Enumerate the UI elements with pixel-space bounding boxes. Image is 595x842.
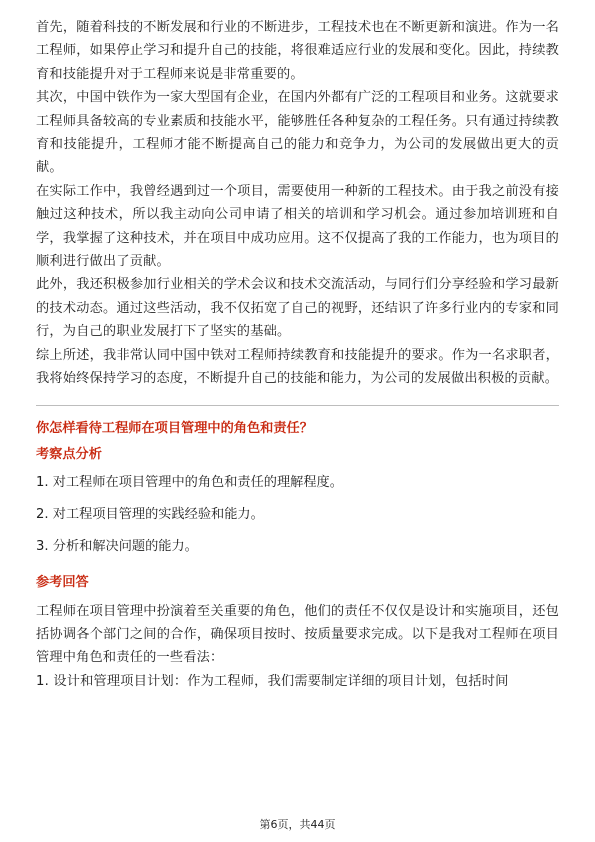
analysis-item-1: 1. 对工程师在项目管理中的角色和责任的理解程度。	[36, 474, 343, 490]
analysis-item-3: 3. 分析和解决问题的能力。	[36, 538, 198, 554]
section-divider	[36, 405, 559, 406]
reference-paragraph-2: 1. 设计和管理项目计划：作为工程师，我们需要制定详细的项目计划，包括时间	[36, 673, 509, 689]
reference-title: 参考回答	[36, 574, 89, 590]
analysis-title: 考察点分析	[36, 446, 102, 462]
body-paragraph-3: 在实际工作中，我曾经遇到过一个项目，需要使用一种新的工程技术。由于我之前没有接触过这种技术，所以我主动向公司申请了相关的培训和学习机会。通过参加培训班和自学，我掌握了这种技术，并在项目中成功应用。这不仅提高了我的工作能力，也为项目的顺利进行做出了贡献。	[36, 183, 559, 270]
page-number: 第6页，共44页	[259, 818, 336, 831]
analysis-item-2: 2. 对工程项目管理的实践经验和能力。	[36, 506, 264, 522]
body-paragraph-2: 其次，中国中铁作为一家大型国有企业，在国内外都有广泛的工程项目和业务。这就要求工程师具备较高的专业素质和技能水平，能够胜任各种复杂的工程任务。只有通过持续教育和技能提升，工程师才能不断提高自己的能力和竞争力，为公司的发展做出更大的贡献。	[36, 90, 559, 176]
body-paragraph-1: 首先，随着科技的不断发展和行业的不断进步，工程技术也在不断更新和演进。作为一名工程师，如果停止学习和提升自己的技能，将很难适应行业的发展和变化。因此，持续教育和技能提升对于工程师来说是非常重要的。	[36, 20, 559, 82]
document-page	[36, 16, 559, 693]
body-paragraph-5: 综上所述，我非常认同中国中铁对工程师持续教育和技能提升的要求。作为一名求职者，我将始终保持学习的态度，不断提升自己的技能和能力，为公司的发展做出积极的贡献。	[36, 347, 559, 387]
interview-question: 你怎样看待工程师在项目管理中的角色和责任？	[36, 420, 313, 436]
body-paragraph-4: 此外，我还积极参加行业相关的学术会议和技术交流活动，与同行们分享经验和学习最新的技术动态。通过这些活动，我不仅拓宽了自己的视野，还结识了许多行业内的专家和同行，为自己的职业发展打下了坚实的基础。	[36, 277, 559, 340]
reference-paragraph-1: 工程师在项目管理中扮演着至关重要的角色，他们的责任不仅仅是设计和实施项目，还包括协调各个部门之间的合作，确保项目按时、按质量要求完成。以下是我对工程师在项目管理中角色和责任的一些看法：	[36, 603, 559, 666]
